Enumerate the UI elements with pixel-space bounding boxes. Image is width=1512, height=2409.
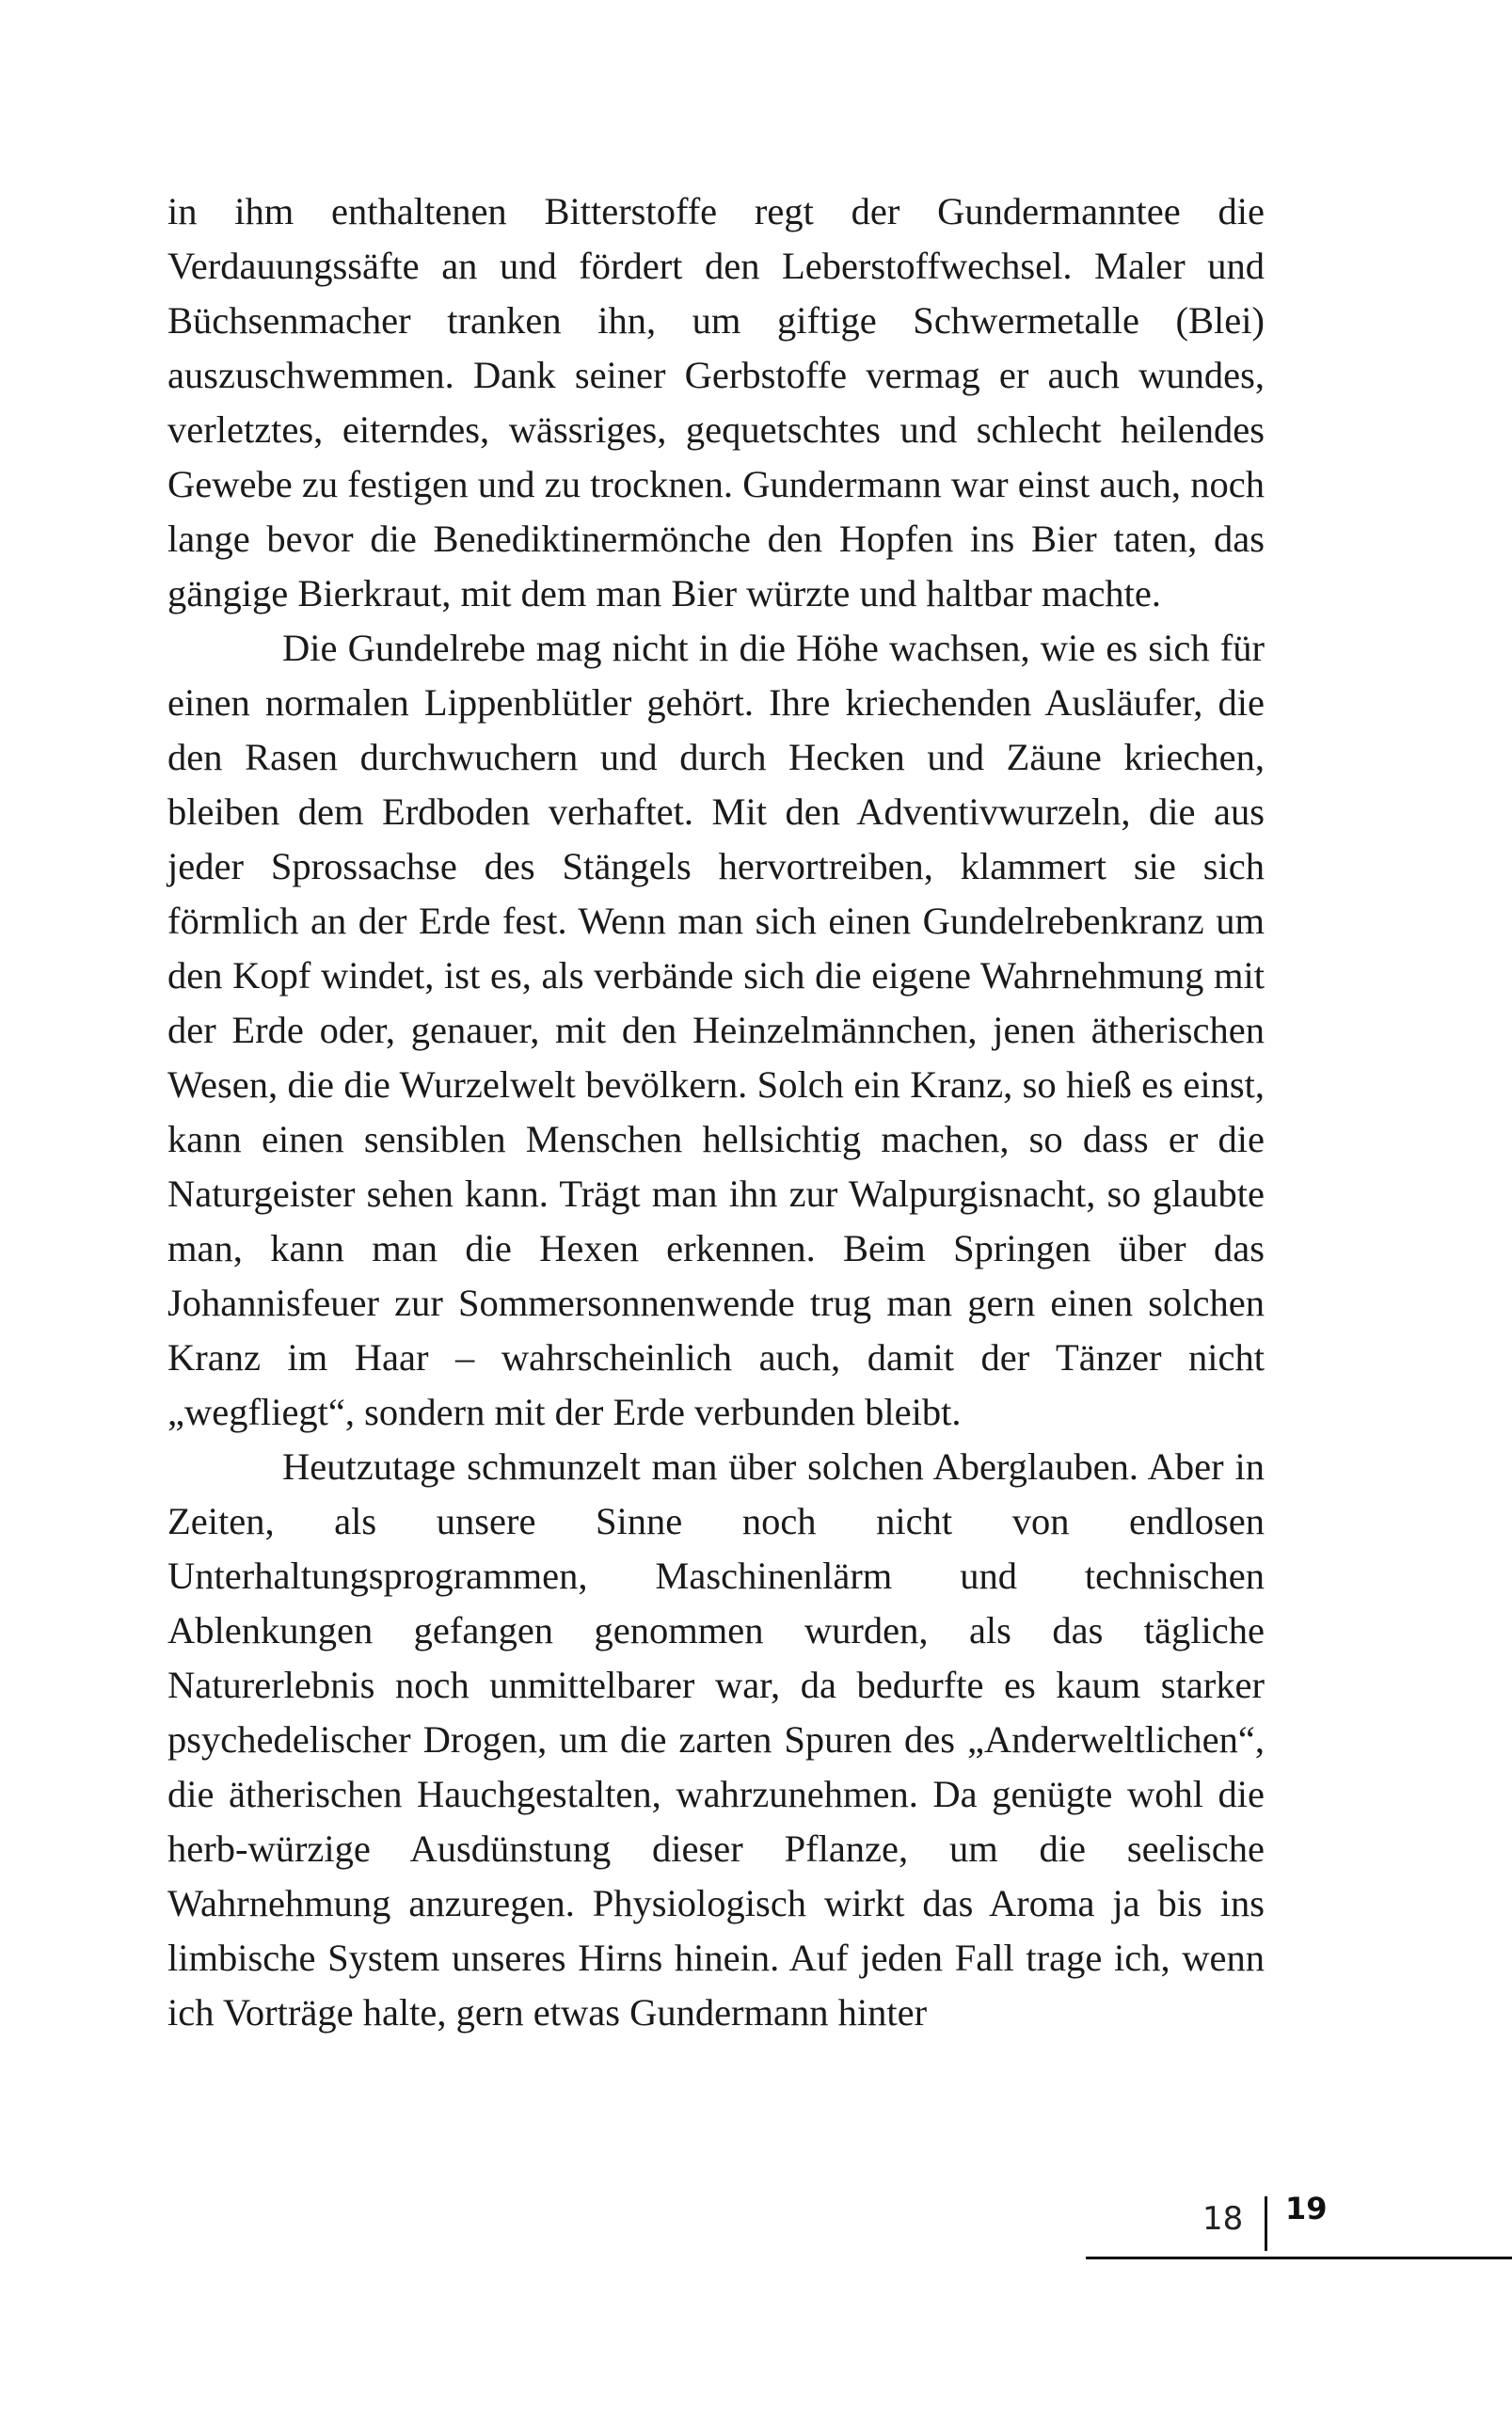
page-number-right: 19 (1285, 2191, 1328, 2226)
paragraph-3: Heutzutage schmunzelt man über solchen Aberglauben. Aber in Zeiten, als unsere Sinne noch nicht von endlosen Unterhaltungsprogrammen, Maschinenlärm und technischen Ablenkungen gefangen genommen wurden, als das tägliche Naturerlebnis noch unmittelbarer war, da bedurfte es kaum starker psychedelischer Drogen, um die zarten Spuren des „Anderweltlichen“, die ätherischen Hauchgestalten, wahrzunehmen. Da genügte wohl die herb-würzige Ausdünstung dieser Pflanze, um die seelische Wahrnehmung anzuregen. Physiologisch wirkt das Aroma ja bis ins limbische System unseres Hirns hinein. Auf jeden Fall trage ich, wenn ich Vorträge halte, gern etwas Gundermann hinter (167, 1445, 1265, 2034)
paragraph-2: Die Gundelrebe mag nicht in die Höhe wachsen, wie es sich für einen normalen Lippenblütler gehört. Ihre kriechenden Ausläufer, die den Rasen durchwuchern und durch Hecken und Zäune kriechen, bleiben dem Erdboden verhaftet. Mit den Adventivwurzeln, die aus jeder Sprossachse des Stängels hervortreiben, klammert sie sich förmlich an der Erde fest. Wenn man sich einen Gundelrebenkranz um den Kopf windet, ist es, als verbände sich die eigene Wahrnehmung mit der Erde oder, genauer, mit den Heinzelmännchen, jenen ätherischen Wesen, die die Wurzelwelt bevölkern. Solch ein Kranz, so hieß es einst, kann einen sensiblen Menschen hellsichtig machen, so dass er die Naturgeister sehen kann. Trägt man ihn zur Walpurgisnacht, so glaubte man, kann man die Hexen erkennen. Beim Springen über das Johannisfeuer zur Sommersonnenwende trug man gern einen solchen Kranz im Haar – wahrscheinlich auch, damit der Tänzer nicht „wegfliegt“, sondern mit der Erde verbunden bleibt. (167, 627, 1265, 1433)
folio-divider (1265, 2196, 1267, 2251)
paragraph-1: in ihm enthaltenen Bitterstoffe regt der Gundermanntee die Verdauungssäfte an und fördert den Leberstoffwechsel. Maler und Büchsenmacher tranken ihn, um giftige Schwermetalle (Blei) auszuschwemmen. Dank seiner Gerbstoffe vermag er auch wundes, verletztes, eiterndes, wässriges, gequetschtes und schlecht heilendes Gewebe zu festigen und zu trocknen. Gundermann war einst auch, noch lange bevor die Benediktinermönche den Hopfen ins Bier taten, das gängige Bierkraut, mit dem man Bier würzte und haltbar machte. (167, 190, 1265, 614)
page-body (167, 184, 1265, 2040)
footer-rule (1086, 2257, 1512, 2259)
page-number-left: 18 (1202, 2200, 1244, 2238)
